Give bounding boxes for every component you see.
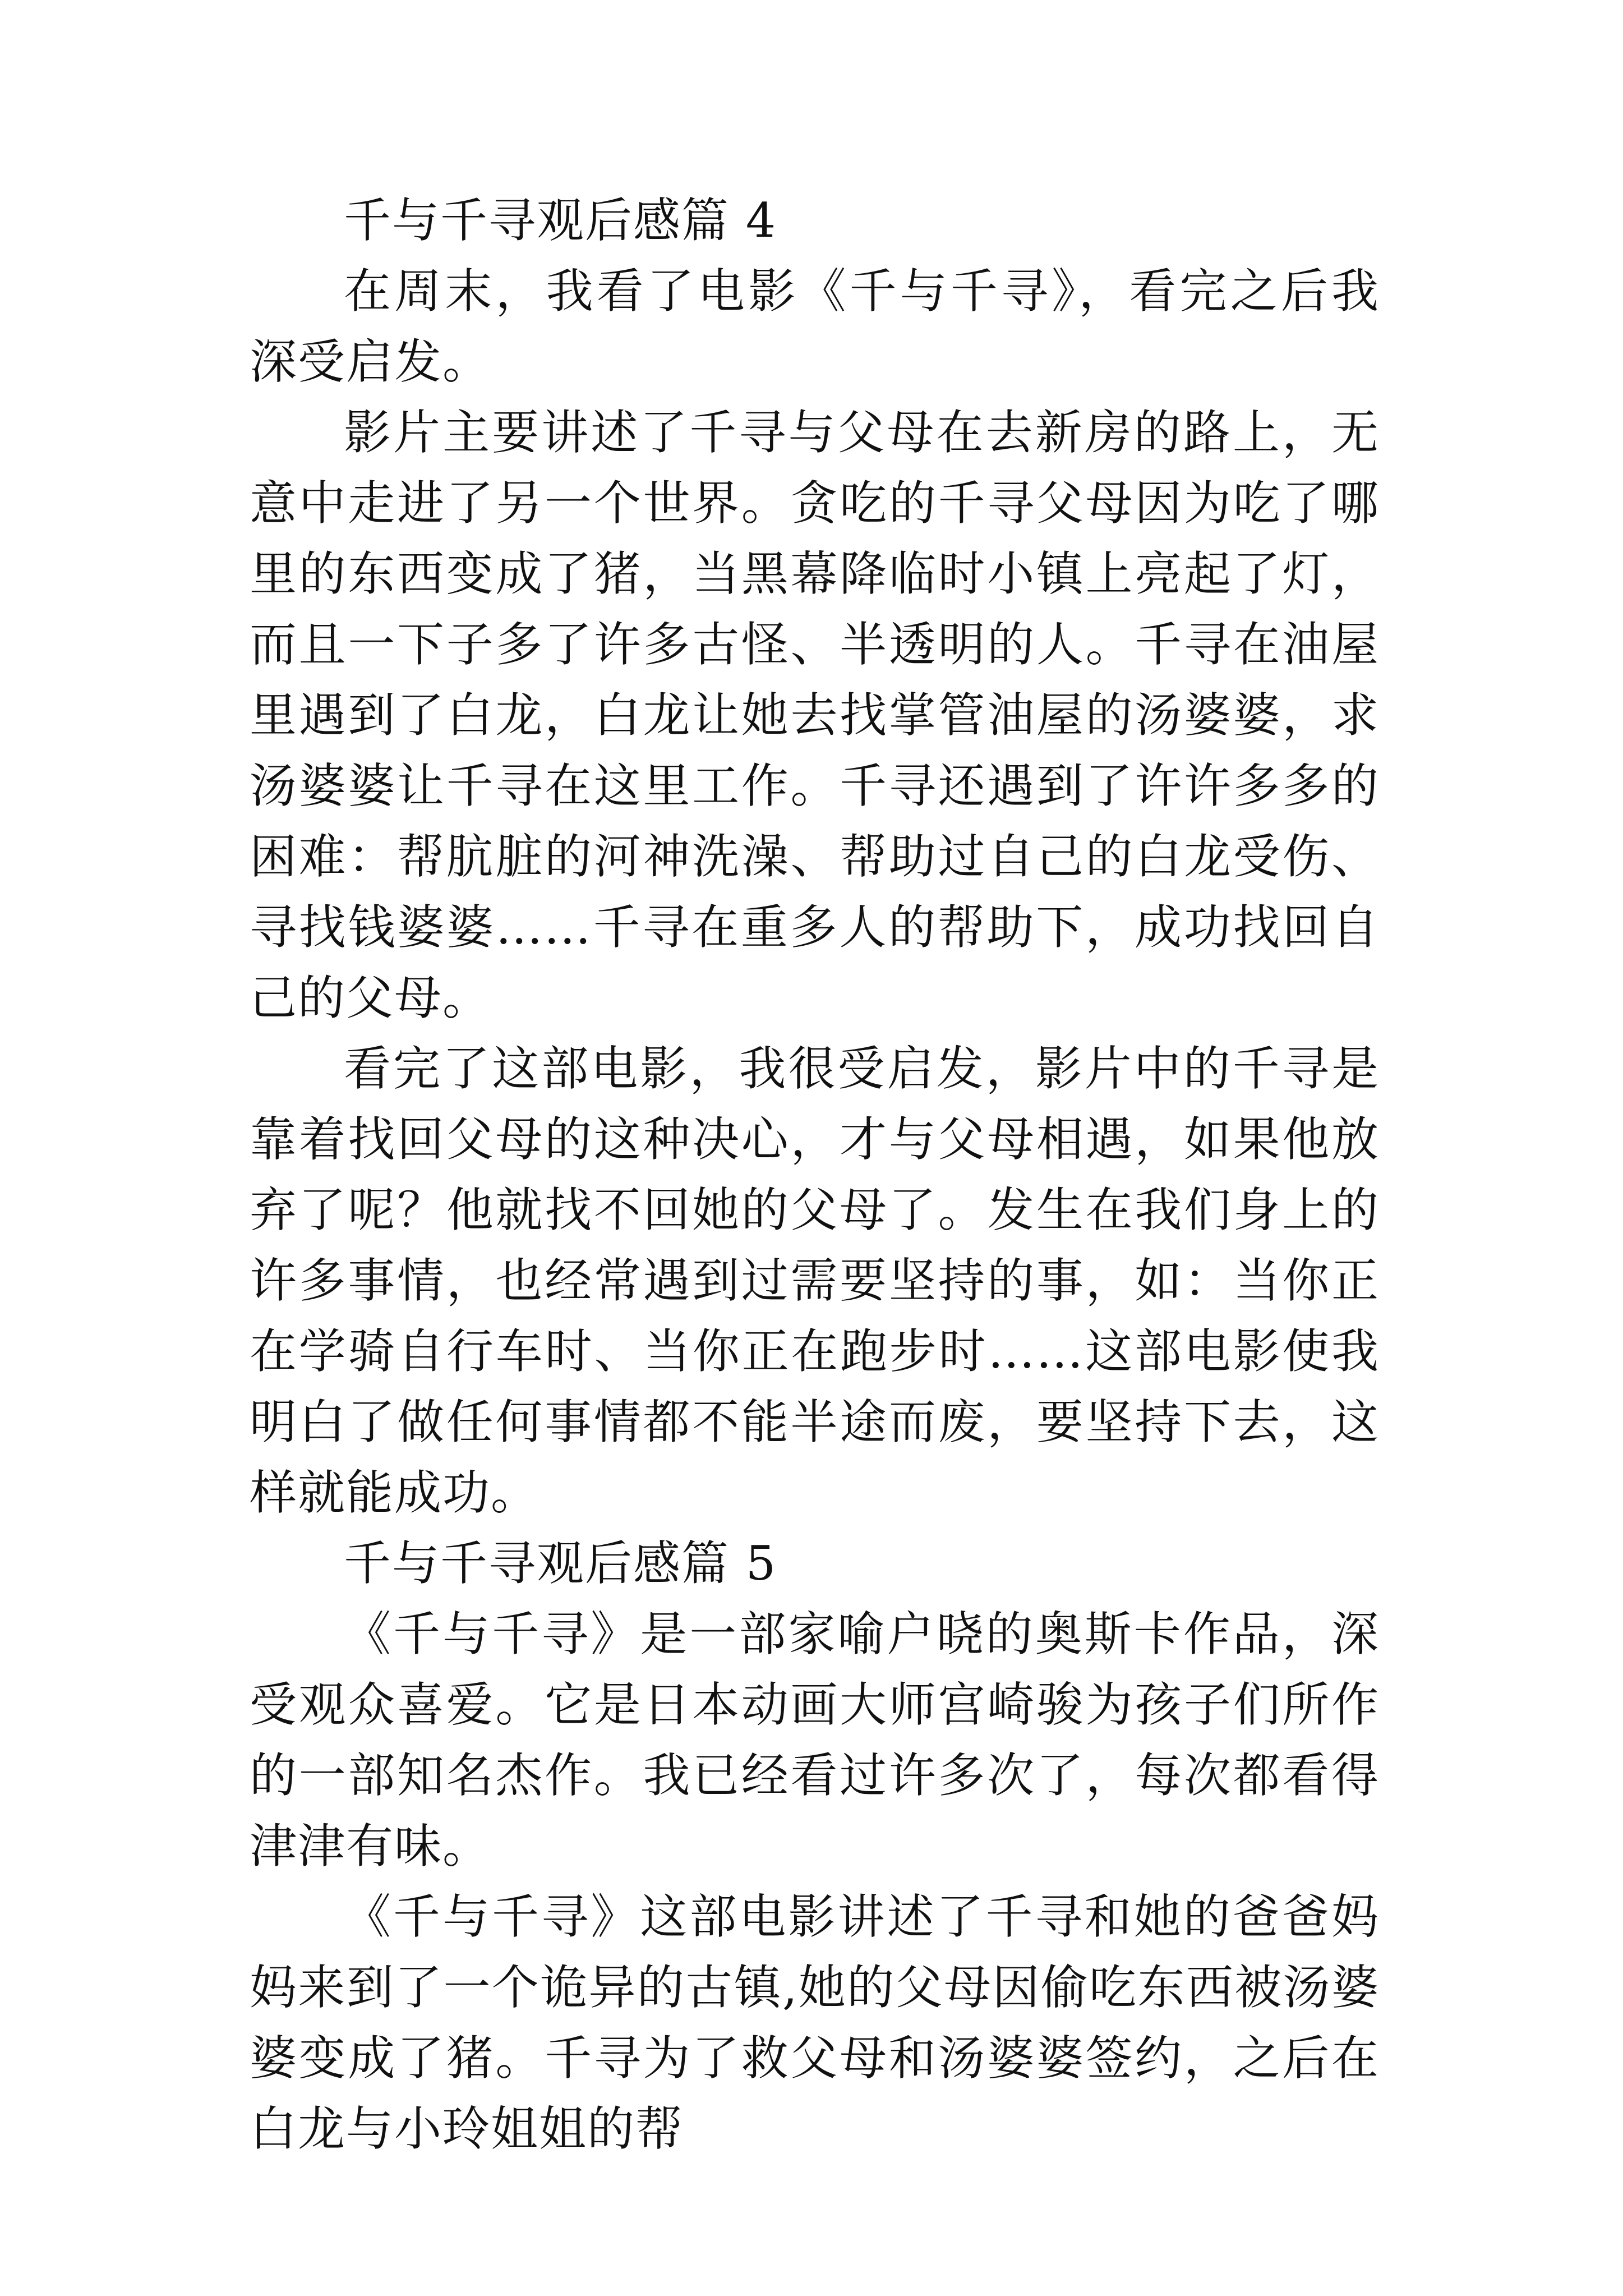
paragraph-overview: 《千与千寻》是一部家喻户晓的奥斯卡作品，深受观众喜爱。它是日本动画大师宫崎骏为孩子们所作的一部知名杰作。我已经看过许多次了，每次都看得津津有味。 (250, 1607, 1380, 1874)
paragraph-reflection: 看完了这部电影，我很受启发，影片中的千寻是靠着找回父母的这种决心，才与父母相遇，如果他放弃了呢？他就找不回她的父母了。发生在我们身上的许多事情，也经常遇到过需要坚持的事，如：当你正在学骑自行车时、当你正在跑步时……这部电影使我明白了做任何事情都不能半途而废，要坚持下去，这样就能成功。 (250, 1041, 1380, 1520)
paragraph-story: 《千与千寻》这部电影讲述了千寻和她的爸爸妈妈来到了一个诡异的古镇,她的父母因偷吃东西被汤婆婆变成了猪。千寻为了救父母和汤婆婆签约，之后在白龙与小玲姐姐的帮 (250, 1889, 1380, 2156)
paragraph-intro: 在周末，我看了电影《千与千寻》，看完之后我深受启发。 (250, 264, 1380, 389)
section-heading-4: 千与千寻观后感篇 4 (344, 193, 777, 248)
paragraph-plot: 影片主要讲述了千寻与父母在去新房的路上，无意中走进了另一个世界。贪吃的千寻父母因为吃了哪里的东西变成了猪，当黑幕降临时小镇上亮起了灯，而且一下子多了许多古怪、半透明的人。千寻在油屋里遇到了白龙，白龙让她去找掌管油屋的汤婆婆，求汤婆婆让千寻在这里工作。千寻还遇到了许许多多的困难：帮肮脏的河神洗澡、帮助过自己的白龙受伤、寻找钱婆婆……千寻在重多人的帮助下，成功找回自己的父母。 (250, 405, 1380, 1025)
document-body (250, 185, 1380, 2164)
section-heading-5: 千与千寻观后感篇 5 (344, 1536, 777, 1591)
